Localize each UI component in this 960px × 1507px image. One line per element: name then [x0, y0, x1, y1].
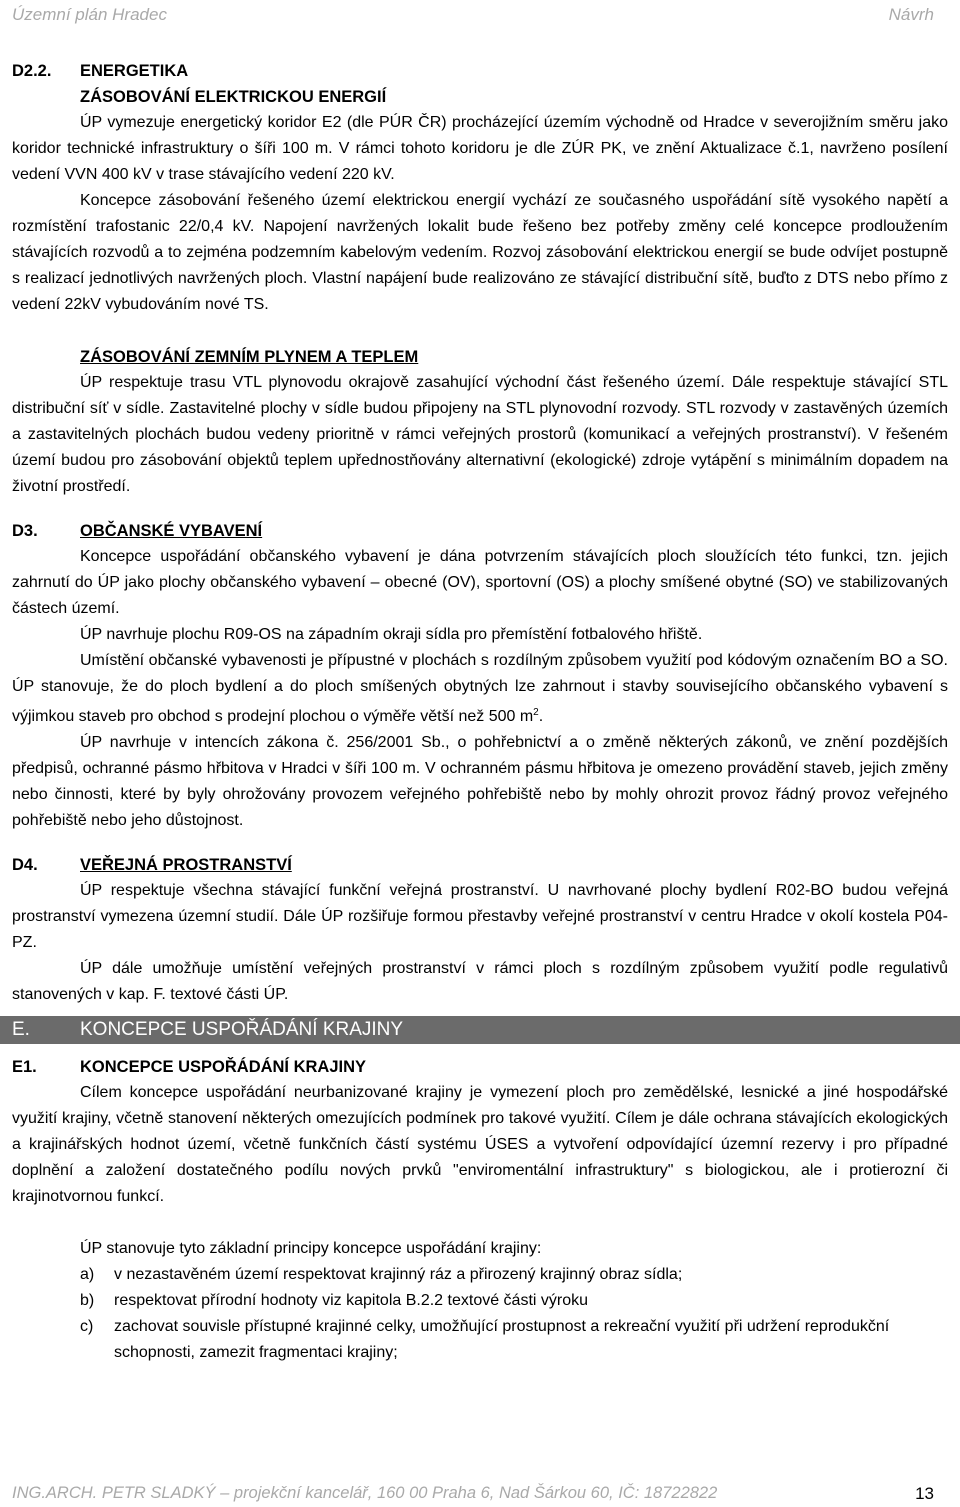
section-d4-heading: [12, 852, 948, 878]
paragraph: ÚP dále umožňuje umístění veřejných prostranství v rámci ploch s rozdílným způsobem využití podle regulativů stanovených v kap. F. textové části ÚP.: [12, 960, 948, 1003]
footer-text: ING.ARCH. PETR SLADKÝ – projekční kancelář, 160 00 Praha 6, Nad Šárkou 60, IČ: 18722822: [12, 1484, 718, 1502]
paragraph: ÚP respektuje všechna stávající funkční veřejná prostranství. U navrhované plochy bydlení R02-BO budou veřejná prostranství vymezena územní studií. Dále ÚP rozšiřuje formou přestavby veřejné prostranství v centru Hradce v okolí kostela P04-PZ.: [12, 882, 948, 951]
paragraph: Cílem koncepce uspořádání neurbanizované krajiny je vymezení ploch pro zemědělské, lesnické a jiné hospodářské využití krajiny, včetně stanovení některých omezujících podmínek pro takové využití. Cílem je dále ochrana stávajících ekologických a krajinářských hodnot území, včetně funkčních částí systému ÚSES a vytvoření odpovídající územní rezervy i pro případné doplnění a založení dostatečného podílu nových prvků "enviromentální infrastruktury" s biologickou, ale i protierozní či krajinotvornou funkcí.: [12, 1084, 948, 1205]
list-marker: a): [80, 1266, 95, 1283]
section-number: E1.: [12, 1058, 37, 1076]
list-marker: c): [80, 1318, 94, 1335]
section-e1-heading: [12, 1054, 948, 1080]
paragraph: [12, 648, 948, 730]
subsection-title: ZÁSOBOVÁNÍ ELEKTRICKOU ENERGIÍ: [80, 88, 387, 106]
list-item: [12, 1262, 948, 1288]
section-title: ENERGETIKA: [80, 62, 189, 80]
chapter-number: E.: [12, 1019, 30, 1040]
section-number: D2.2.: [12, 62, 52, 80]
list-text: respektovat přírodní hodnoty viz kapitola B.2.2 textové části výroku: [114, 1292, 589, 1309]
section-d3-heading: [12, 518, 948, 544]
list-item: [12, 1288, 948, 1314]
paragraph-text: Umístění občanské vybavenosti je přípustné v plochách s rozdílným způsobem využití pod kódovým označením BO a SO. ÚP stanovuje, že do ploch bydlení a do ploch smíšených obytných lze zahrnout i stavby souvisejícího občanského vybavení s výjimkou staveb pro obchod s prodejní plochou o výměře větší než 500 m: [12, 652, 948, 725]
list-marker: b): [80, 1292, 95, 1309]
paragraph: Koncepce uspořádání občanského vybavení je dána potvrzením stávajících ploch sloužících této funkci, tzn. jejich zahrnutí do ÚP jako plochy občanského vybavení – obecné (OV), sportovní (OS) a plochy smíšené obytné (SO) ve stabilizovaných částech území.: [12, 548, 948, 617]
list-item: [12, 1314, 948, 1366]
subsection-electricity-heading: [12, 84, 948, 110]
paragraph: ÚP stanovuje tyto základní principy koncepce uspořádání krajiny:: [80, 1240, 542, 1257]
section-d22-heading: [12, 58, 948, 84]
list-text: zachovat souvisle přístupné krajinné celky, umožňující prostupnost a rekreační využití při udržení reprodukční schopnosti, zamezit fragmentaci krajiny;: [114, 1318, 890, 1361]
paragraph: ÚP vymezuje energetický koridor E2 (dle PÚR ČR) procházející územím východně od Hradce v severojižním směru jako koridor technické infrastruktury o šíři 100 m. V rámci tohoto koridoru je dle ZÚR PK, ve znění Aktualizace č.1, navrženo posílení vedení VVN 400 kV v trase stávajícího vedení 220 kV.: [12, 114, 948, 183]
paragraph: ÚP navrhuje plochu R09-OS na západním okraji sídla pro přemístění fotbalového hřiště.: [80, 626, 703, 643]
subsection-title: ZÁSOBOVÁNÍ ZEMNÍM PLYNEM A TEPLEM: [80, 348, 419, 366]
document-body: [12, 58, 948, 1366]
paragraph: ÚP navrhuje v intencích zákona č. 256/2001 Sb., o pohřebnictví a o změně některých zákonů, ve znění pozdějších předpisů, ochranné pásmo hřbitova v Hradci v šíři 100 m. V ochranném pásmu hřbitova je omezeno provádění staveb, jejich změny nebo činnosti, které by byly ohrožovány provozem veřejného pohřebiště nebo by mohly ohrozit provoz řádný provoz veřejného pohřebiště nebo jeho důstojnost.: [12, 734, 948, 829]
header-status: Návrh: [888, 5, 934, 24]
paragraph: ÚP respektuje trasu VTL plynovodu okrajově zasahující východní část řešeného území. Dále respektuje stávající STL distribuční síť v sídle. Zastavitelné plochy v sídle budou připojeny na STL plynovodní rozvody. STL rozvody v zastavěných územích a zastavitelných plochách budou vedeny prioritně v rámci veřejných prostorů (komunikací a veřejných prostranství). V řešeném území budou pro zásobování objektů teplem upřednostňovány alternativní (ekologické) zdroje vytápění s minimálním dopadem na životní prostředí.: [12, 374, 948, 495]
paragraph: Koncepce zásobování řešeného území elektrickou energií vychází ze současného uspořádání sítě vysokého napětí a rozmístění trafostanic 22/0,4 kV. Napojení navržených lokalit bude řešeno bez potřeby změny celé koncepce prodloužením stávajících rozvodů a to zejména podzemním kabelovým vedením. Rozvoj zásobování elektrickou energií se bude odvíjet postupně s realizací jednotlivých navržených ploch. Vlastní napájení bude realizováno ze stávající distribuční sítě, buďto z DTS nebo přímo z vedení 22kV vybudováním nové TS.: [12, 192, 948, 313]
section-title: VEŘEJNÁ PROSTRANSTVÍ: [80, 856, 292, 874]
superscript: 2: [533, 707, 539, 718]
section-number: D3.: [12, 522, 38, 540]
paragraph-text: .: [538, 708, 544, 725]
section-title: OBČANSKÉ VYBAVENÍ: [80, 522, 263, 540]
section-title: KONCEPCE USPOŘÁDÁNÍ KRAJINY: [80, 1058, 367, 1076]
list-text: v nezastavěném území respektovat krajinný ráz a přirozený krajinný obraz sídla;: [114, 1266, 683, 1283]
page-number: 13: [915, 1484, 934, 1503]
header-title: Územní plán Hradec: [12, 5, 167, 24]
subsection-gas-heading: [12, 344, 948, 370]
section-number: D4.: [12, 856, 38, 874]
chapter-title: KONCEPCE USPOŘÁDÁNÍ KRAJINY: [80, 1019, 404, 1040]
page-footer: [12, 1484, 934, 1504]
chapter-e-banner: [0, 1016, 960, 1044]
